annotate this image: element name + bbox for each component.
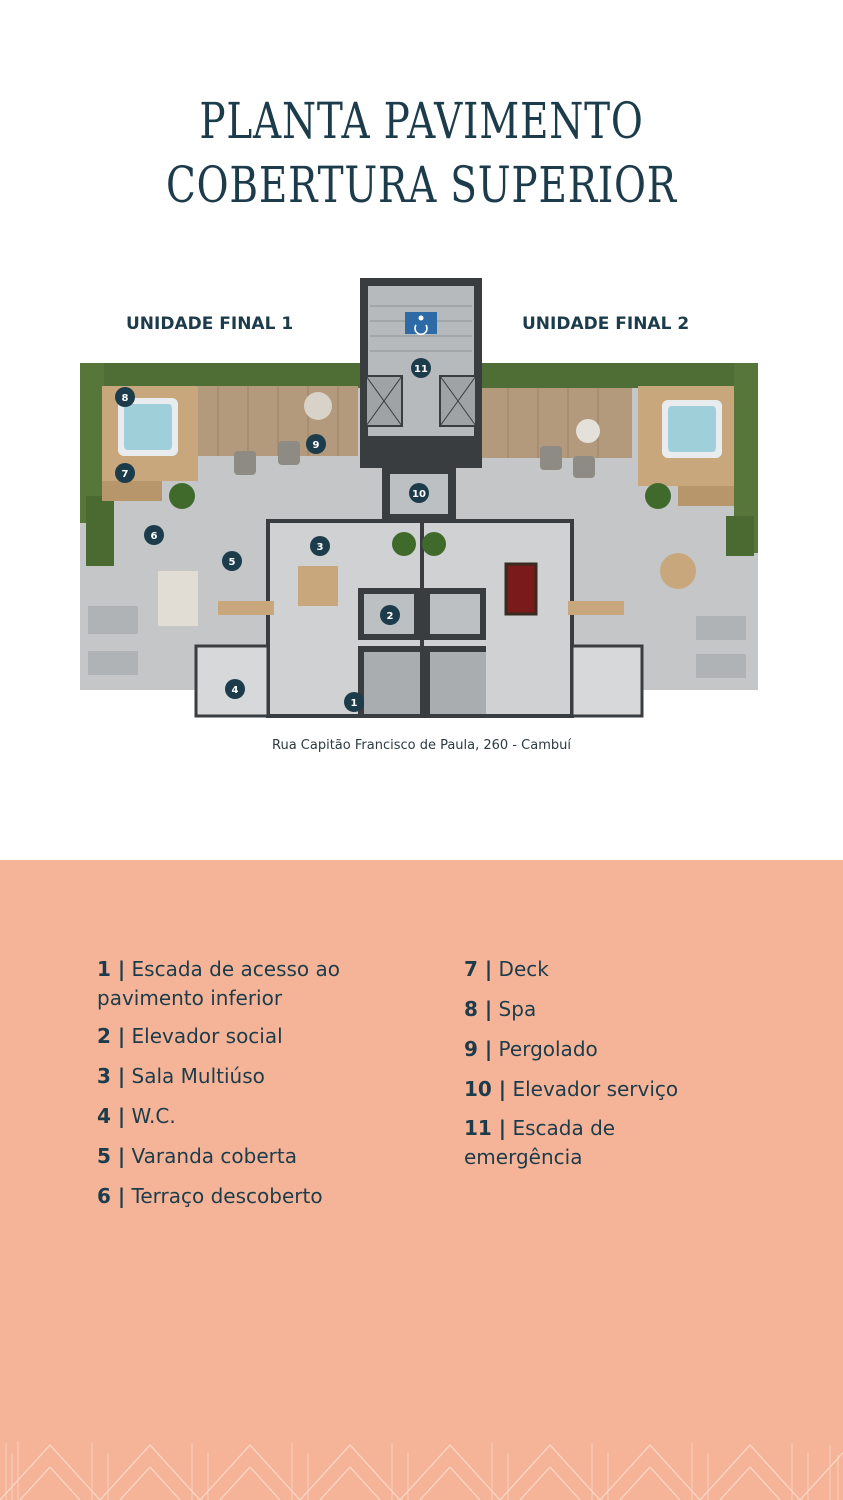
decorative-pattern [0,1433,843,1500]
legend-item-6 [97,1182,323,1211]
legend-item-5 [97,1142,297,1171]
legend-num: 3 | [97,1064,126,1088]
legend-num: 5 | [97,1144,126,1168]
legend-num: 11 | [464,1116,507,1140]
legend-label: Escada de acesso ao [131,957,341,981]
marker-11: 11 [414,364,428,375]
marker-3: 3 [316,542,324,553]
legend-item-7 [464,955,549,984]
legend-item-8 [464,995,536,1024]
legend-num: 7 | [464,957,493,981]
legend-label-cont: emergência [464,1145,583,1169]
legend-num: 2 | [97,1024,126,1048]
legend-num: 6 | [97,1184,126,1208]
legend-num: 10 | [464,1077,507,1101]
page-title-line2: COBERTURA SUPERIOR [166,156,677,214]
legend-label: Elevador social [131,1024,283,1048]
legend-num: 8 | [464,997,493,1021]
legend-item-4 [97,1102,176,1131]
legend-label: Pergolado [498,1037,598,1061]
legend-label: Escada de [512,1116,616,1140]
marker-4: 4 [231,685,239,696]
legend-label: Elevador serviço [512,1077,679,1101]
legend-label: Sala Multiúso [131,1064,265,1088]
legend-item-10 [464,1075,678,1104]
legend-label: Spa [498,997,537,1021]
marker-7: 7 [121,469,129,480]
legend-num: 1 | [97,957,126,981]
legend-item-3 [97,1062,265,1091]
legend-num: 4 | [97,1104,126,1128]
legend-num: 9 | [464,1037,493,1061]
floor-plan [78,276,760,719]
marker-6: 6 [150,531,158,542]
legend-label-cont: pavimento inferior [97,986,283,1010]
legend-label: Varanda coberta [131,1144,297,1168]
legend-label: W.C. [131,1104,176,1128]
marker-5: 5 [228,557,236,568]
marker-1: 1 [350,698,358,709]
page-title-line1: PLANTA PAVIMENTO [199,92,644,150]
marker-8: 8 [121,393,129,404]
legend-label: Terraço descoberto [131,1184,323,1208]
wheelchair-icon [405,312,437,334]
unit-label-left: UNIDADE FINAL 1 [126,314,294,334]
legend-item-9 [464,1035,598,1064]
legend-label: Deck [498,957,549,981]
legend-item-1 [97,955,340,1013]
address-caption: Rua Capitão Francisco de Paula, 260 - Cambuí [272,738,571,753]
marker-10: 10 [412,489,426,500]
legend-item-2 [97,1022,283,1051]
legend-item-11 [464,1114,615,1172]
marker-2: 2 [386,611,394,622]
unit-label-right: UNIDADE FINAL 2 [522,314,690,334]
marker-9: 9 [312,440,320,451]
